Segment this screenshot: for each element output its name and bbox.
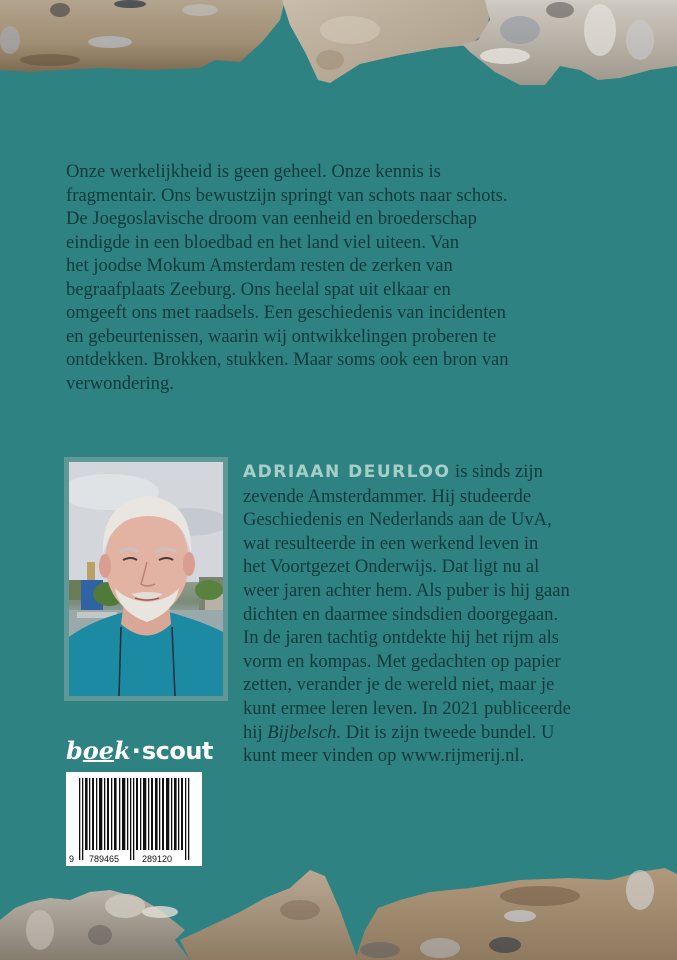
isbn-group-2: 289120 — [142, 854, 173, 864]
author-portrait-image — [69, 462, 223, 696]
bio-line: zevende Amsterdammer. Hij studeerde — [243, 485, 532, 507]
author-bio — [243, 460, 663, 768]
blurb-line: fragmentair. Ons bewustzijn springt van schots naar schots. — [66, 184, 508, 206]
blurb-line: en gebeurtenissen, waarin wij ontwikkelingen proberen te — [66, 325, 497, 347]
bio-line: weer jaren achter hem. Als puber is hij gaan — [243, 579, 570, 601]
blurb-line: omgeeft ons met raadsels. Een geschiedenis van incidenten — [66, 302, 506, 323]
bio-line — [243, 460, 663, 485]
logo-boek — [66, 736, 131, 765]
author-name: ADRIAAN DEURLOO — [243, 462, 451, 482]
blurb-line: verwondering. — [66, 372, 174, 394]
bio-line: het Voortgezet Onderwijs. Dat ligt nu al — [243, 556, 540, 578]
blurb-line: ontdekken. Brokken, stukken. Maar soms ook een bron van — [66, 349, 509, 370]
blurb-line: eindigde in een bloedbad en het land viel uiteen. Van — [66, 231, 460, 253]
rock-texture-top-image — [0, 0, 677, 115]
logo-scout: scout — [141, 737, 213, 765]
rock-border-bottom — [0, 850, 677, 960]
author-photo-frame — [64, 457, 228, 701]
bio-line: wat resulteerde in een werkend leven in — [243, 532, 539, 554]
rock-texture-bottom-image — [0, 850, 677, 960]
previous-book-title: Bijbelsch. — [267, 721, 342, 743]
back-cover-blurb — [66, 160, 656, 395]
logo-letter: b — [66, 736, 83, 765]
blurb-line: het joodse Mokum Amsterdam resten de zerken van — [66, 255, 453, 276]
bio-line: dichten en daarmee sindsdien doorgegaan. — [243, 603, 559, 625]
blurb-line: begraafplaats Zeeburg. Ons heelal spat uit elkaar en — [66, 278, 451, 300]
bio-text: Dit is zijn tweede bundel. U — [341, 721, 555, 743]
logo-dot: · — [131, 737, 141, 765]
isbn-prefix: 9 — [69, 854, 75, 864]
bio-line: In de jaren tachtig ontdekte hij het rijm als — [243, 627, 559, 649]
isbn-group-1: 789465 — [89, 854, 120, 864]
publisher-logo-boekscout — [66, 736, 213, 766]
bio-first-line-text: is sinds zijn — [450, 461, 543, 482]
bio-line — [243, 721, 663, 745]
blurb-line: Onze werkelijkheid is geen geheel. Onze kennis is — [66, 161, 441, 182]
bio-text: hij — [243, 721, 268, 743]
bio-line: kunt ermee leren leven. In 2021 publiceerde — [243, 697, 571, 719]
bio-line: Geschiedenis en Nederlands aan de UvA, — [243, 509, 552, 531]
logo-letters-underlined: oe — [82, 736, 115, 765]
blurb-line: De Joegoslavische droom van eenheid en broederschap — [66, 208, 477, 229]
bio-line: vorm en kompas. Met gedachten op papier — [243, 650, 561, 672]
bio-line: zetten, verander je de wereld niet, maar je — [243, 674, 555, 696]
rock-border-top — [0, 0, 677, 115]
bio-line-website: kunt meer vinden op www.rijmerij.nl. — [243, 745, 525, 767]
author-photo — [69, 462, 223, 696]
logo-letter: k — [114, 736, 131, 765]
